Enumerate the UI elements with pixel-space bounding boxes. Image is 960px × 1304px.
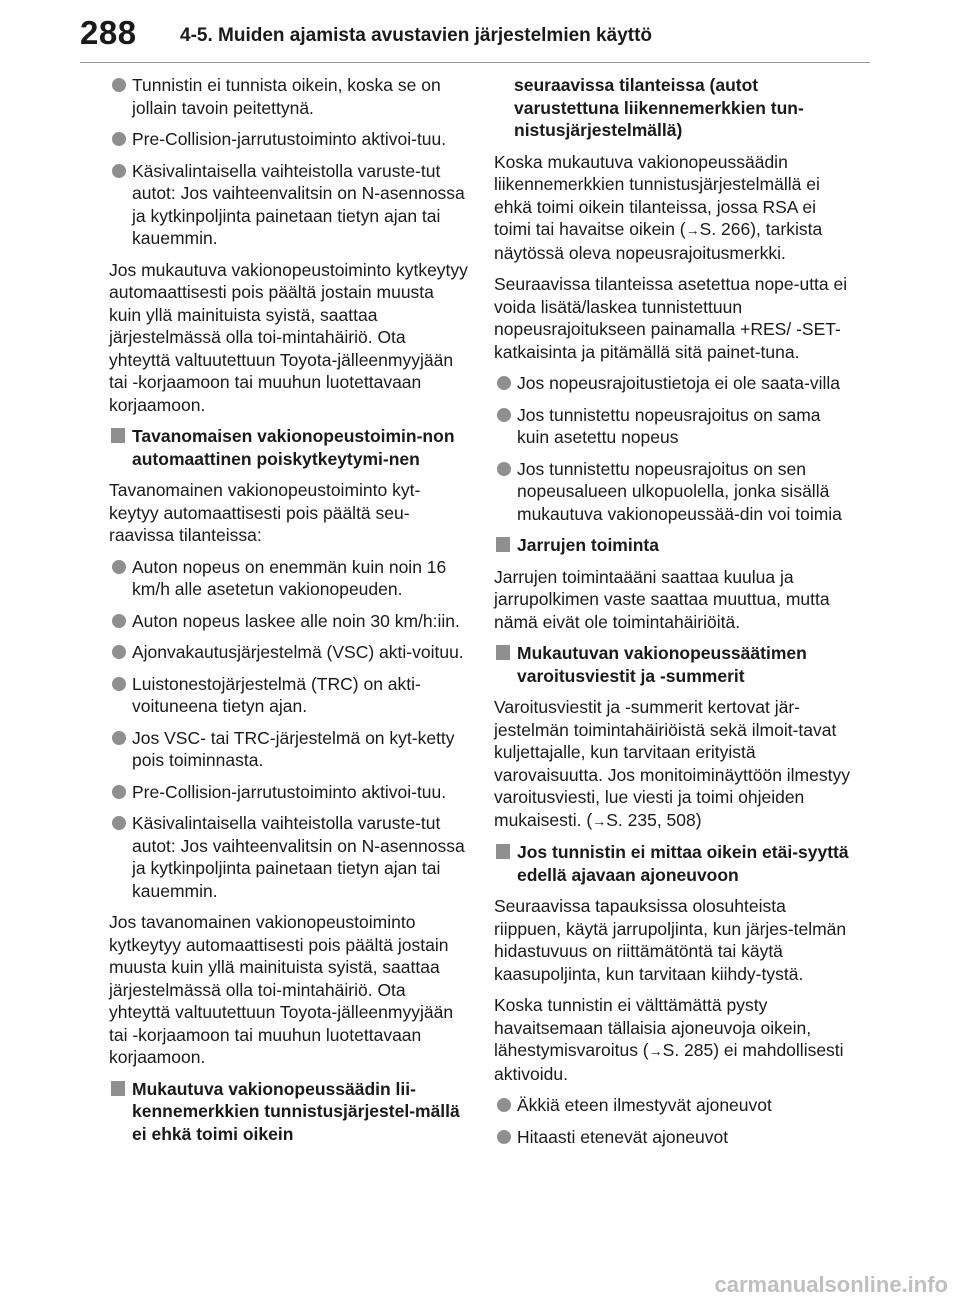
bullet-item: Hitaasti etenevät ajoneuvot: [494, 1126, 850, 1149]
bullet-item: Jos tunnistettu nopeusrajoitus on sama kuin asetettu nopeus: [494, 404, 850, 449]
bullet-item: Luistonestojärjestelmä (TRC) on akti-voituneena tietyn ajan.: [109, 673, 469, 718]
paragraph: Seuraavissa tilanteissa asetettua nope-utta ei voida lisätä/laskea tunnistettuun nopeusrajoitukseen painamalla +RES/ -SET-katkaisinta ja pitämällä sitä painet-tuna.: [494, 274, 848, 362]
page-ref-arrow-icon: →: [648, 1043, 663, 1059]
section-heading: Jarrujen toiminta: [494, 534, 850, 557]
text-run: Koska mukautuva vakionopeussäädin liikennemerkkien tunnistusjärjestelmällä ei ehkä toimi oikein tilanteissa, jossa RSA ei toimi tai havaitse oikein (: [494, 151, 820, 239]
text-run: S. 266), tarkista näytössä oleva nopeusrajoitusmerkki.: [494, 219, 823, 263]
text-run: Varoitusviestit ja -summerit kertovat jär-jestelmän toimintahäiriöistä sekä ilmoit-tavat kuljettajalle, kun tarvitaan erityistä varovaisuutta. Jos monitoiminäyttöön ilmestyy varoitusviesti, lue viesti ja toimi ohjeiden mukaisesti. (: [494, 697, 850, 830]
page-header: [0, 0, 960, 80]
bullet-item: Tunnistin ei tunnista oikein, koska se on jollain tavoin peitettynä.: [109, 74, 469, 119]
watermark: carmanualsonline.info: [714, 1272, 948, 1297]
left-column: [109, 74, 469, 1154]
bullet-item: Äkkiä eteen ilmestyvät ajoneuvot: [494, 1094, 850, 1117]
header-divider: [80, 62, 870, 63]
bullet-item: Käsivalintaisella vaihteistolla varuste-tut autot: Jos vaihteenvalitsin on N-asennossa ja kytkinpoljinta painetaan tietyn ajan tai kauemmin.: [109, 160, 469, 250]
paragraph: [494, 994, 850, 1085]
paragraph: Tavanomainen vakionopeustoiminto kyt-keytyy automaattisesti pois päältä seu-raavissa tilanteissa:: [109, 480, 421, 545]
bullet-item: Auton nopeus on enemmän kuin noin 16 km/h alle asetetun vakionopeuden.: [109, 556, 469, 601]
bullet-item: Jos nopeusrajoitustietoja ei ole saata-villa: [494, 372, 850, 395]
section-heading: Jos tunnistin ei mittaa oikein etäi-syyttä edellä ajavaan ajoneuvoon: [494, 841, 850, 886]
paragraph: [494, 151, 850, 265]
paragraph: Seuraavissa tapauksissa olosuhteista riippuen, käytä jarrupoljinta, kun järjes-telmän hidastuvuus on riittämätöntä tai käytä kaasupoljinta, kun tarvitaan kiihdy-tystä.: [494, 896, 847, 984]
page-number: 288: [80, 14, 137, 51]
bullet-item: Jos VSC- tai TRC-järjestelmä on kyt-ketty pois toiminnasta.: [109, 727, 469, 772]
section-heading-continued: seuraavissa tilanteissa (autot varustettuna liikennemerkkien tun-nistusjärjestelmällä): [514, 75, 804, 140]
text-run: S. 285) ei mahdollisesti aktivoidu.: [494, 1040, 844, 1084]
bullet-item: Pre-Collision-jarrutustoiminto aktivoi-tuu.: [109, 128, 469, 151]
bullet-item: Käsivalintaisella vaihteistolla varuste-tut autot: Jos vaihteenvalitsin on N-asennossa ja kytkinpoljinta painetaan tietyn ajan tai kauemmin.: [109, 812, 469, 902]
text-run: Koska tunnistin ei välttämättä pysty havaitsemaan tällaisia ajoneuvoja oikein, lähestymisvaroitus (: [494, 995, 812, 1060]
page-ref-arrow-icon: →: [685, 222, 700, 238]
paragraph: [494, 696, 850, 832]
section-heading: Mukautuva vakionopeussäädin lii-kennemerkkien tunnistusjärjestel-mällä ei ehkä toimi oikein: [109, 1078, 469, 1146]
section-heading: Tavanomaisen vakionopeustoimin-non automaattinen poiskytkeytymi-nen: [109, 425, 469, 470]
paragraph: Jos mukautuva vakionopeustoiminto kytkeytyy automaattisesti pois päältä jostain muusta kuin yllä mainituista syistä, saattaa järjestelmässä olla toi-mintahäiriö. Ota yhteyttä valtuutettuun Toyota-jälleenmyyjään tai -korjaamoon tai muuhun luotettavaan korjaamoon.: [109, 259, 468, 415]
bullet-item: Jos tunnistettu nopeusrajoitus on sen nopeusalueen ulkopuolella, jonka sisällä mukautuva vakionopeussää-din voi toimia: [494, 458, 850, 526]
text-run: S. 235, 508): [606, 809, 702, 830]
section-title: 4-5. Muiden ajamista avustavien järjestelmien käyttö: [180, 25, 653, 46]
right-column: [494, 74, 850, 1157]
bullet-item: Auton nopeus laskee alle noin 30 km/h:iin.: [109, 610, 469, 633]
bullet-item: Pre-Collision-jarrutustoiminto aktivoi-tuu.: [109, 781, 469, 804]
paragraph: Jarrujen toimintaääni saattaa kuulua ja jarrupolkimen vaste saattaa muuttua, mutta nämä eivät ole toimintahäiriöitä.: [494, 566, 830, 632]
section-heading: Mukautuvan vakionopeussäätimen varoitusviestit ja -summerit: [494, 642, 850, 687]
paragraph: Jos tavanomainen vakionopeustoiminto kytkeytyy automaattisesti pois päältä jostain muusta kuin yllä mainituista syistä, saattaa järjestelmässä olla toi-mintahäiriö. Ota yhteyttä valtuutettuun Toyota-jälleenmyyjään tai -korjaamoon tai muuhun luotettavaan korjaamoon.: [109, 912, 454, 1067]
bullet-item: Ajonvakautusjärjestelmä (VSC) akti-voituu.: [109, 641, 469, 664]
page-ref-arrow-icon: →: [592, 812, 607, 829]
